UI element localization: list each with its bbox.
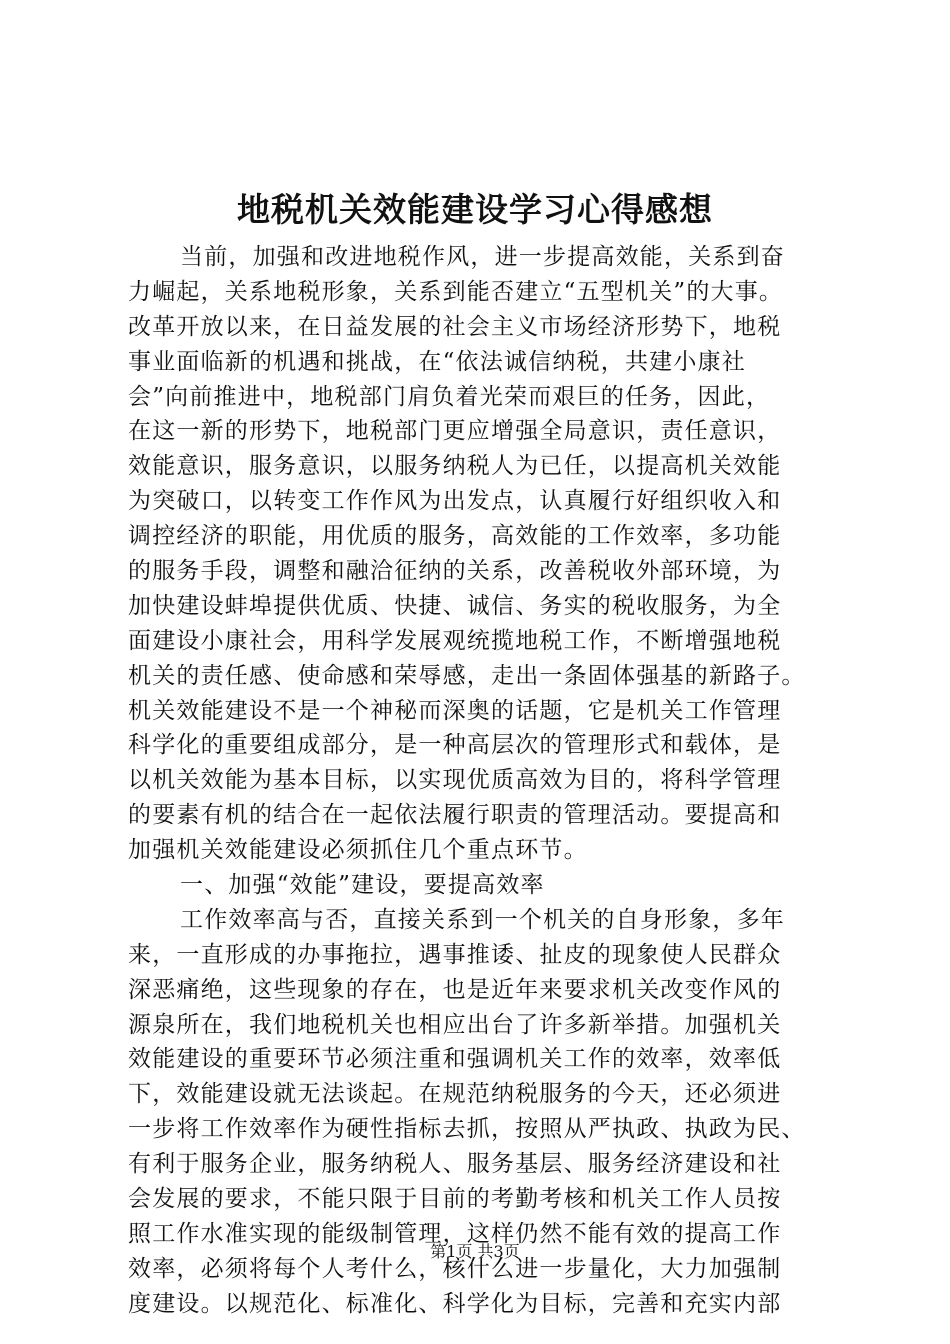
document-title: 地税机关效能建设学习心得感想 — [237, 190, 713, 229]
text-line: 有利于服务企业，服务纳税人、服务基层、服务经济建设和社 — [128, 1151, 782, 1178]
text-line: 当前，加强和改进地税作风，进一步提高效能，关系到奋 — [180, 244, 785, 270]
text-line: 机关的责任感、使命感和荣辱感，走出一条固体强基的新路子。 — [128, 662, 806, 689]
document-body — [128, 240, 848, 1322]
text-line: 加强机关效能建设必须抓住几个重点环节。 — [128, 837, 588, 864]
text-line: 会发展的要求，不能只限于目前的考勤考核和机关工作人员按 — [128, 1186, 782, 1213]
text-line: 深恶痛绝，这些现象的存在，也是近年来要求机关改变作风的 — [128, 976, 782, 1003]
text-line: 一步将工作效率作为硬性指标去抓，按照从严执政、执政为民、 — [128, 1116, 806, 1143]
text-line: 工作效率高与否，直接关系到一个机关的自身形象，多年 — [180, 906, 785, 933]
section-heading: 一、加强“效能”建设，要提高效率 — [180, 872, 545, 899]
text-line: 机关效能建设不是一个神秘而深奥的话题，它是机关工作管理 — [128, 697, 782, 724]
text-line: 的要素有机的结合在一起依法履行职责的管理活动。要提高和 — [128, 802, 782, 829]
text-line: 在这一新的形势下，地税部门更应增强全局意识，责任意识， — [128, 418, 782, 445]
text-line: 照工作水准实现的能级制管理，这样仍然不能有效的提高工作 — [128, 1220, 782, 1247]
text-line: 的服务手段，调整和融洽征纳的关系，改善税收外部环境，为 — [128, 558, 782, 585]
text-line: 度建设。以规范化、标准化、科学化为目标，完善和充实内部 — [128, 1290, 782, 1317]
text-line: 事业面临新的机遇和挑战，在“依法诚信纳税，共建小康社 — [128, 348, 746, 375]
text-line: 加快建设蚌埠提供优质、快捷、诚信、务实的税收服务，为全 — [128, 592, 782, 619]
text-line: 为突破口，以转变工作作风为出发点，认真履行好组织收入和 — [128, 488, 782, 515]
text-line: 源泉所在，我们地税机关也相应出台了许多新举措。加强机关 — [128, 1011, 782, 1038]
text-line: 下，效能建设就无法谈起。在规范纳税服务的今天，还必须进 — [128, 1081, 782, 1108]
text-line: 调控经济的职能，用优质的服务，高效能的工作效率，多功能 — [128, 523, 782, 550]
text-line: 力崛起，关系地税形象，关系到能否建立“五型机关”的大事。 — [128, 278, 784, 305]
text-line: 效率，必须将每个人考什么，核什么进一步量化，大力加强制 — [128, 1255, 782, 1282]
text-line: 以机关效能为基本目标，以实现优质高效为目的，将科学管理 — [128, 767, 782, 794]
page-number-footer: 第1页 共3页 — [430, 1242, 520, 1261]
text-line: 来，一直形成的办事拖拉，遇事推诿、扯皮的现象使人民群众 — [128, 941, 782, 968]
text-line: 改革开放以来，在日益发展的社会主义市场经济形势下，地税 — [128, 313, 782, 340]
text-line: 科学化的重要组成部分，是一种高层次的管理形式和载体，是 — [128, 732, 782, 759]
text-line: 面建设小康社会，用科学发展观统揽地税工作，不断增强地税 — [128, 627, 782, 654]
text-line: 效能建设的重要环节必须注重和强调机关工作的效率，效率低 — [128, 1046, 782, 1073]
text-line: 会”向前推进中，地税部门肩负着光荣而艰巨的任务，因此， — [128, 383, 771, 410]
text-line: 效能意识，服务意识，以服务纳税人为已任，以提高机关效能 — [128, 453, 782, 480]
